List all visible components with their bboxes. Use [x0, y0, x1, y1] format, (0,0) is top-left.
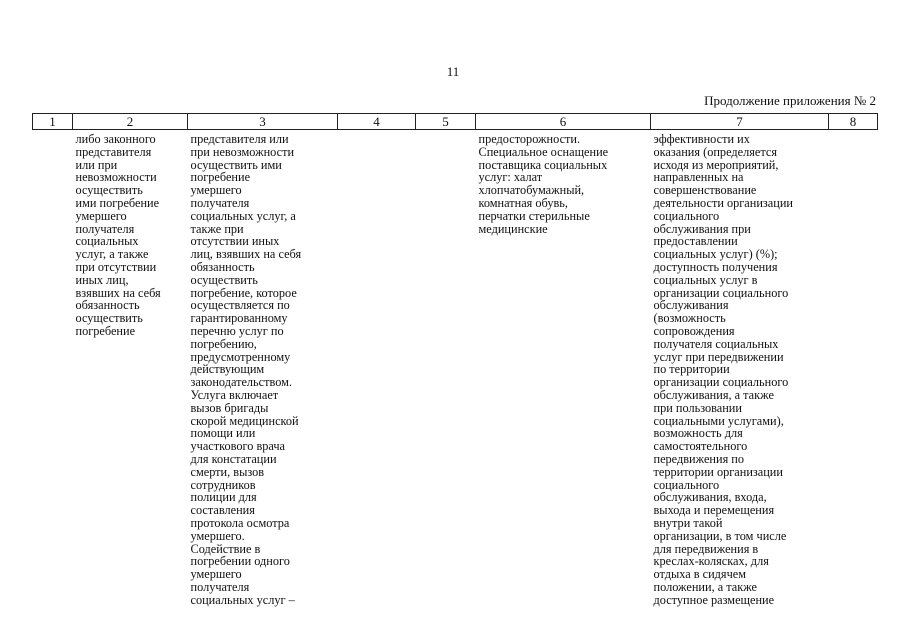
cell-text-line: совершенствование — [653, 183, 757, 198]
cell-text-line: положении, а также — [653, 579, 758, 594]
cell-text-line: отсутствии иных — [190, 234, 280, 249]
col-header-4: 4 — [338, 114, 416, 130]
cell-col-2 — [73, 130, 188, 614]
cell-text-line: Специальное оснащение — [478, 144, 609, 159]
cell-text-line: действующим — [190, 362, 265, 377]
col-header-3: 3 — [188, 114, 338, 130]
cell-text-line: социальных услуг – — [190, 592, 295, 607]
cell-text-line: протокола осмотра — [190, 515, 290, 530]
cell-text-line: осуществить — [190, 272, 258, 287]
cell-text-line: перечню услуг по — [190, 323, 284, 338]
cell-text-line: социальных услуг в — [653, 272, 758, 287]
col-header-5: 5 — [416, 114, 476, 130]
cell-text-line: передвижения по — [653, 451, 745, 466]
cell-text-line: законодательством. — [190, 375, 292, 390]
cell-text-line: вызов бригады — [190, 400, 269, 415]
cell-text-line: услуг, а также — [75, 247, 149, 262]
cell-text-line: социального — [653, 208, 720, 223]
cell-text-line: гарантированному — [190, 311, 288, 326]
cell-text-line: иных лиц, — [75, 272, 129, 287]
cell-text-line: получателя — [190, 195, 250, 210]
cell-text-line: обслуживания, входа, — [653, 490, 767, 505]
cell-text-line: территории организации — [653, 464, 783, 479]
cell-text-line: обязанность — [190, 259, 255, 274]
cell-text-line: при отсутствии — [75, 259, 157, 274]
cell-text-line: либо законного — [75, 132, 156, 146]
cell-text-line: скорой медицинской — [190, 413, 299, 428]
cell-text-line: возможность для — [653, 426, 743, 441]
cell-text-line: представителя — [75, 144, 152, 159]
cell-text-line: доступное размещение — [653, 592, 775, 607]
cell-text-line: сопровождения — [653, 323, 735, 338]
cell-text-line: невозможности — [75, 170, 157, 185]
cell-text-line: при невозможности — [190, 144, 295, 159]
cell-text-line: социальных услуг) (%); — [653, 247, 778, 262]
cell-text-line: хлопчатобумажный, — [478, 183, 585, 198]
col-header-6: 6 — [476, 114, 651, 130]
cell-text-line: представителя или — [190, 132, 289, 146]
cell-col-5 — [416, 130, 476, 614]
cell-text-line: услуг: халат — [478, 170, 543, 185]
cell-text-line: организации социального — [653, 285, 789, 300]
continuation-note: Продолжение приложения № 2 — [704, 93, 876, 108]
cell-text-line: организации, в том числе — [653, 528, 787, 543]
cell-col-7 — [651, 130, 829, 614]
cell-text-line: доступность получения — [653, 259, 778, 274]
cell-text-line: отдыха в сидячем — [653, 567, 746, 582]
cell-text-line: взявших на себя — [75, 285, 161, 300]
cell-text-line: исходя из мероприятий, — [653, 157, 779, 172]
cell-text-line: умершего. — [190, 528, 245, 543]
cell-text-line: (возможность — [653, 311, 726, 326]
cell-text-line: для констатации — [190, 451, 277, 466]
page-number: 11 — [446, 64, 460, 79]
appendix-table — [32, 113, 878, 613]
cell-text-line: деятельности организации — [653, 195, 793, 210]
cell-text-line: помощи или — [190, 426, 256, 441]
cell-text-line: самостоятельного — [653, 439, 748, 454]
cell-text-line: обслуживания, а также — [653, 387, 774, 402]
cell-text-line: социальными услугами), — [653, 413, 784, 428]
cell-text-line: поставщика социальных — [478, 157, 608, 172]
cell-text-line: предусмотренному — [190, 349, 291, 364]
cell-text-line: составления — [190, 503, 255, 518]
cell-text-line: погребении одного — [190, 554, 290, 569]
cell-text-line: получателя — [75, 221, 135, 236]
cell-text-line: осуществить ими — [190, 157, 282, 172]
cell-text-line: умершего — [75, 208, 127, 223]
cell-col-4 — [338, 130, 416, 614]
cell-text-line: лиц, взявших на себя — [190, 247, 302, 262]
cell-text-line: также при — [190, 221, 244, 236]
cell-text-line: Услуга включает — [190, 387, 279, 402]
cell-text-line: креслах-колясках, для — [653, 554, 769, 569]
cell-text-line: умершего — [190, 567, 242, 582]
cell-text-line: медицинские — [478, 221, 548, 236]
cell-text-line: получателя социальных — [653, 336, 779, 351]
cell-text-line: погребению, — [190, 336, 257, 351]
cell-text-line: участкового врача — [190, 439, 286, 454]
cell-text-line: умершего — [190, 183, 242, 198]
cell-text-line: обслуживания при — [653, 221, 751, 236]
cell-text-line: осуществить — [75, 311, 143, 326]
cell-text-line: социального — [653, 477, 720, 492]
cell-text-line: смерти, вызов — [190, 464, 265, 479]
cell-col-1 — [33, 130, 73, 614]
cell-text-line: полиции для — [190, 490, 257, 505]
cell-col-8 — [829, 130, 878, 614]
cell-text-line: погребение, которое — [190, 285, 297, 300]
cell-text-line: сотрудников — [190, 477, 256, 492]
cell-text-line: обязанность — [75, 298, 140, 313]
cell-text-line: ими погребение — [75, 195, 160, 210]
cell-text-line: перчатки стерильные — [478, 208, 590, 223]
cell-text-line: осуществляется по — [190, 298, 290, 313]
cell-text-line: комнатная обувь, — [478, 195, 568, 210]
cell-text-line: для передвижения в — [653, 541, 759, 556]
col-header-8: 8 — [829, 114, 878, 130]
cell-text-line: получателя — [190, 579, 250, 594]
cell-text-line: погребение — [75, 323, 136, 338]
cell-text-line: оказания (определяется — [653, 144, 777, 159]
cell-col-6 — [476, 130, 651, 614]
cell-text-line: осуществить — [75, 183, 143, 198]
cell-text-line: направленных на — [653, 170, 744, 185]
cell-text-line: предосторожности. — [478, 132, 581, 146]
cell-text-line: услуг при передвижении — [653, 349, 784, 364]
cell-text-line: Содействие в — [190, 541, 261, 556]
cell-text-line: организации социального — [653, 375, 789, 390]
col-header-7: 7 — [651, 114, 829, 130]
cell-text-line: социальных — [75, 234, 139, 249]
cell-text-line: предоставлении — [653, 234, 738, 249]
header-row — [33, 114, 878, 130]
cell-text-line: социальных услуг, а — [190, 208, 296, 223]
cell-text-line: внутри такой — [653, 515, 723, 530]
cell-text-line: по территории — [653, 362, 730, 377]
col-header-1: 1 — [33, 114, 73, 130]
cell-text-line: погребение — [190, 170, 251, 185]
cell-col-3 — [188, 130, 338, 614]
col-header-2: 2 — [73, 114, 188, 130]
cell-text-line: эффективности их — [653, 132, 750, 146]
cell-text-line: выхода и перемещения — [653, 503, 775, 518]
cell-text-line: при пользовании — [653, 400, 742, 415]
cell-text-line: или при — [75, 157, 118, 172]
table-row — [33, 130, 878, 614]
appendix-table-container — [32, 113, 877, 613]
cell-text-line: обслуживания — [653, 298, 729, 313]
